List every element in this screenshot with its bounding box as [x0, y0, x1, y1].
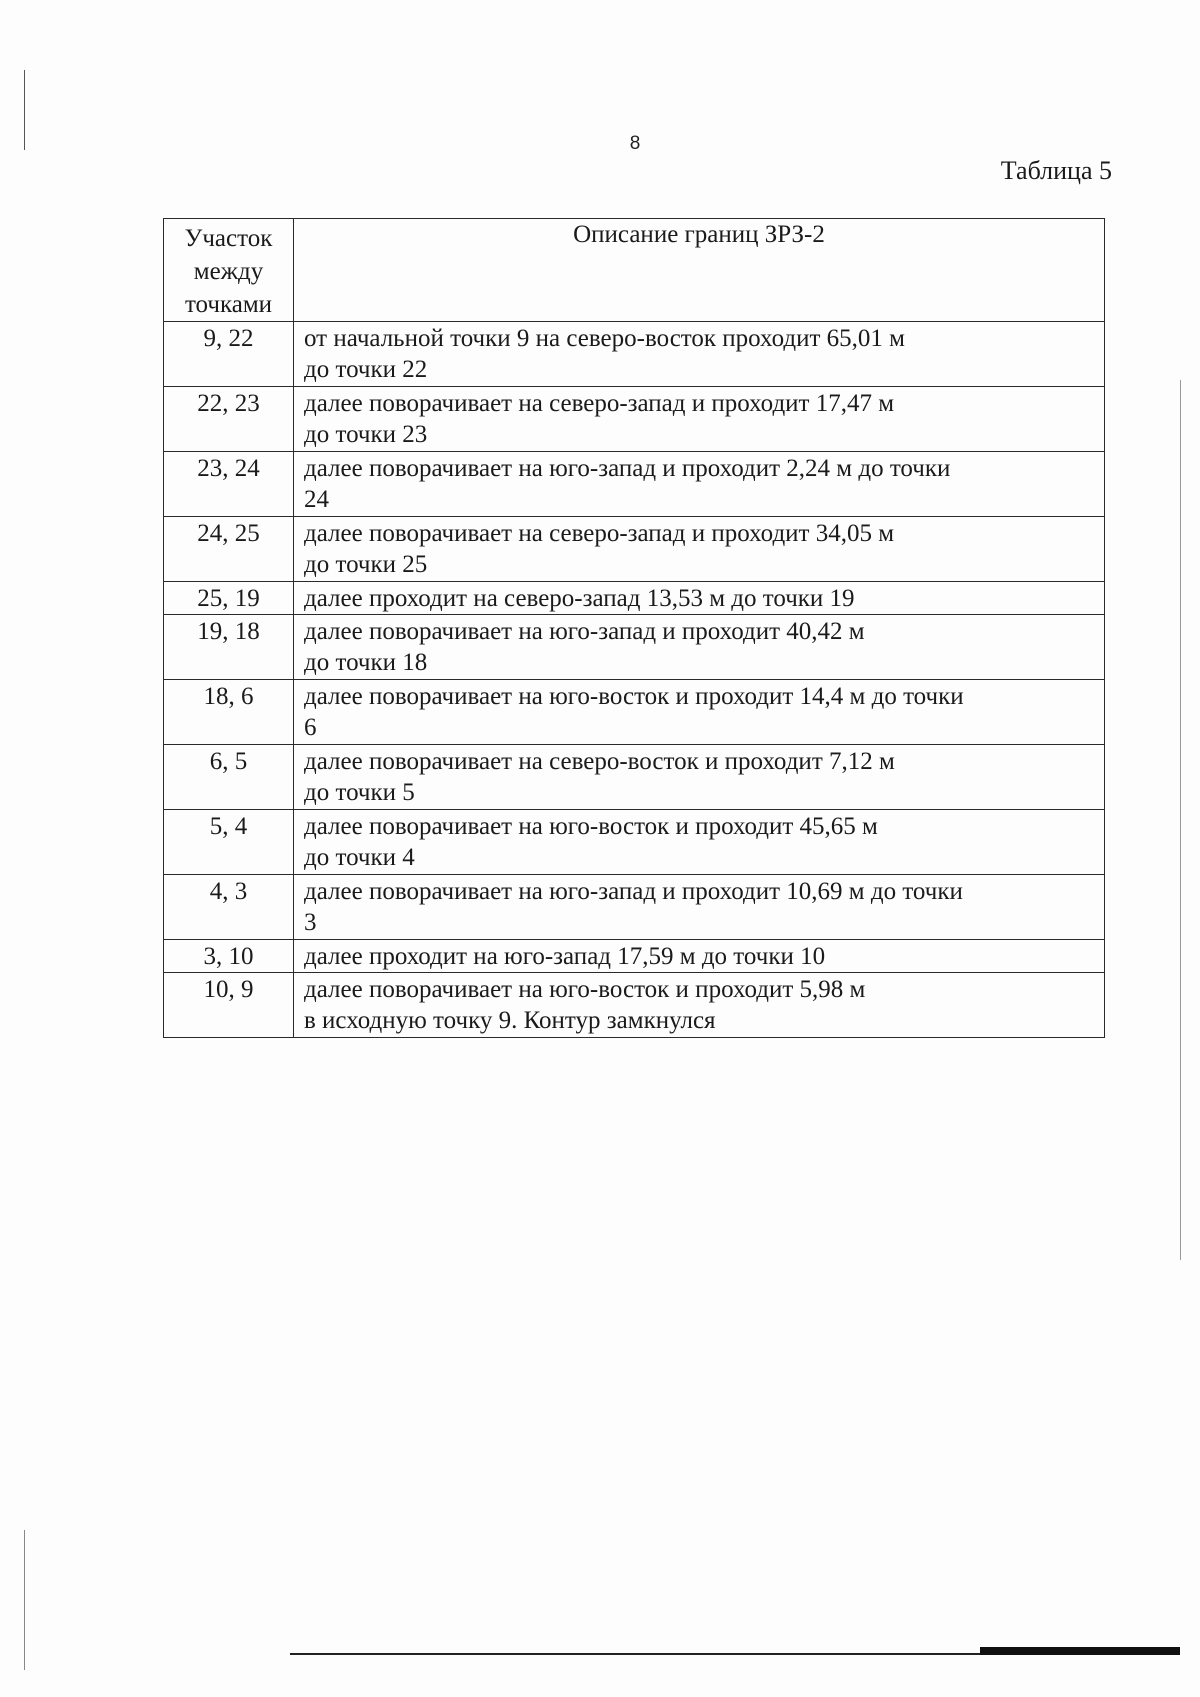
table-row	[164, 745, 1105, 810]
table-row	[164, 940, 1105, 973]
segment-description	[294, 452, 1105, 517]
description-line: в исходную точку 9. Контур замкнулся	[304, 1007, 716, 1034]
segment-points: 6, 5	[164, 745, 294, 810]
segment-description	[294, 517, 1105, 582]
segment-points: 10, 9	[164, 973, 294, 1038]
description-line: 24	[304, 486, 329, 513]
description-line: далее поворачивает на северо-запад и проходит 17,47 м	[304, 390, 895, 417]
segment-points: 22, 23	[164, 387, 294, 452]
description-line: до точки 25	[304, 551, 428, 578]
segment-description	[294, 875, 1105, 940]
description-line: далее поворачивает на юго-запад и проходит 10,69 м до точки	[304, 878, 963, 905]
segment-description	[294, 680, 1105, 745]
segment-description	[294, 322, 1105, 387]
segment-description	[294, 973, 1105, 1038]
segment-points: 9, 22	[164, 322, 294, 387]
segment-description	[294, 940, 1105, 973]
table-row	[164, 615, 1105, 680]
table-row	[164, 875, 1105, 940]
table-row	[164, 680, 1105, 745]
segment-points: 3, 10	[164, 940, 294, 973]
segment-points: 25, 19	[164, 582, 294, 615]
table-row	[164, 810, 1105, 875]
segment-points: 4, 3	[164, 875, 294, 940]
description-line: 3	[304, 909, 317, 936]
table-row	[164, 973, 1105, 1038]
table-row	[164, 517, 1105, 582]
table-caption: Таблица 5	[1000, 156, 1112, 185]
description-line: от начальной точки 9 на северо-восток проходит 65,01 м	[304, 325, 905, 352]
description-line: до точки 18	[304, 649, 428, 676]
scan-edge-mark	[1180, 380, 1181, 1260]
description-line: до точки 22	[304, 356, 428, 383]
scan-edge-mark	[24, 1530, 25, 1670]
segment-description	[294, 582, 1105, 615]
bottom-scan-bar	[980, 1647, 1180, 1655]
segment-points: 19, 18	[164, 615, 294, 680]
segment-points: 18, 6	[164, 680, 294, 745]
segment-description	[294, 387, 1105, 452]
description-line: далее проходит на северо-запад 13,53 м до точки 19	[304, 585, 855, 612]
description-line: до точки 4	[304, 844, 415, 871]
segment-points: 24, 25	[164, 517, 294, 582]
description-column-header: Описание границ ЗРЗ-2	[294, 219, 1105, 322]
description-line: далее поворачивает на юго-восток и проходит 5,98 м	[304, 976, 866, 1003]
description-line: далее поворачивает на юго-восток и проходит 45,65 м	[304, 813, 878, 840]
page-number: 8	[629, 133, 641, 154]
table-row	[164, 322, 1105, 387]
table-row	[164, 582, 1105, 615]
table-row	[164, 387, 1105, 452]
segment-points: 5, 4	[164, 810, 294, 875]
table-row	[164, 452, 1105, 517]
description-line: далее поворачивает на юго-восток и проходит 14,4 м до точки	[304, 683, 964, 710]
description-line: до точки 23	[304, 421, 428, 448]
table-header-row	[164, 219, 1105, 322]
description-line: далее поворачивает на юго-запад и проходит 40,42 м	[304, 618, 865, 645]
description-line: далее поворачивает на юго-запад и проходит 2,24 м до точки	[304, 455, 951, 482]
points-column-header: Участок между точками	[164, 219, 294, 322]
segment-points: 23, 24	[164, 452, 294, 517]
segment-description	[294, 745, 1105, 810]
segment-description	[294, 615, 1105, 680]
description-line: до точки 5	[304, 779, 415, 806]
boundary-table	[163, 218, 1105, 1038]
segment-description	[294, 810, 1105, 875]
description-line: 6	[304, 714, 317, 741]
description-line: далее поворачивает на северо-восток и проходит 7,12 м	[304, 748, 895, 775]
description-line: далее поворачивает на северо-запад и проходит 34,05 м	[304, 520, 895, 547]
description-line: далее проходит на юго-запад 17,59 м до точки 10	[304, 943, 826, 970]
